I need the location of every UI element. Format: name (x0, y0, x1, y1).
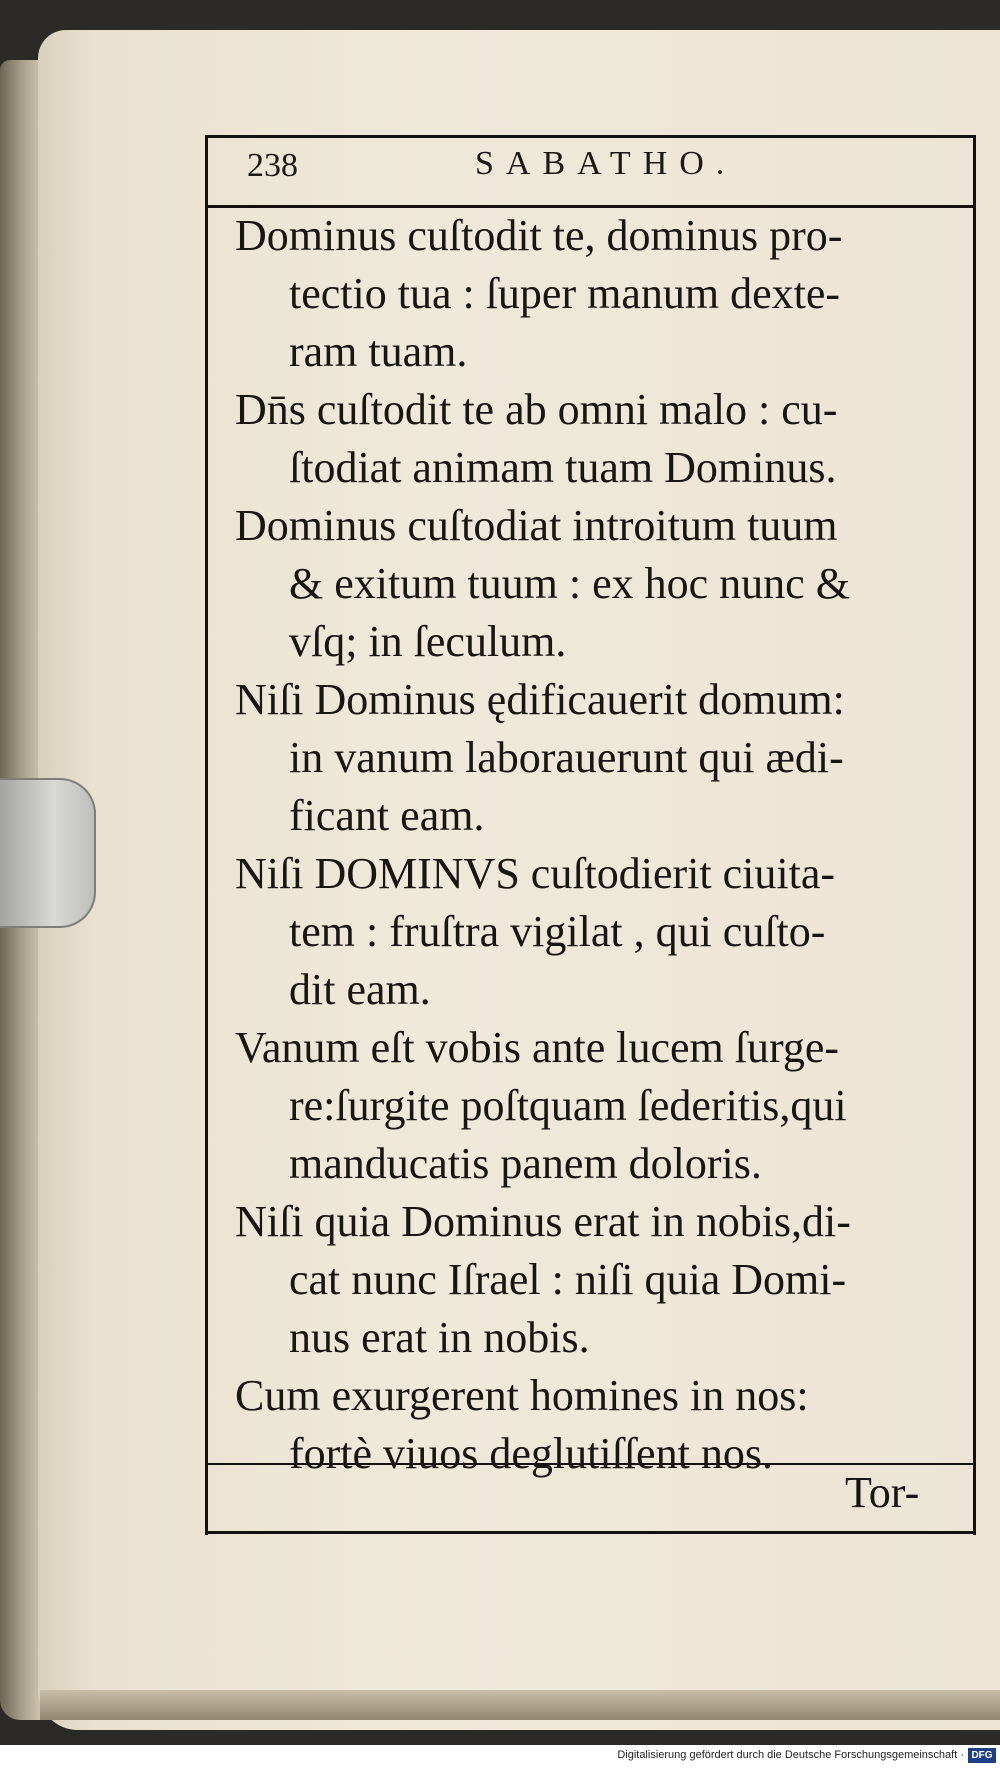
verse (235, 497, 970, 671)
verse-line: in vanum laborauerunt qui ædi- (289, 733, 844, 782)
verse-line: & exitum tuum : ex hoc nunc & (289, 559, 850, 608)
verse-line: tem : fruſtra vigilat , qui cuſto- (289, 907, 826, 956)
verse-line: nus erat in nobis. (289, 1313, 590, 1362)
verse-line: Niſi quia Dominus erat in nobis,di- (235, 1197, 851, 1246)
verse-line: Niſi DOMINVS cuſtodierit ciuita- (235, 849, 836, 898)
verse-line: Vanum eſt vobis ante lucem ſurge- (235, 1023, 840, 1072)
footer-bar (0, 1745, 1000, 1772)
text-frame (205, 135, 995, 1535)
verse (235, 1193, 970, 1367)
page-bottom-edge (40, 1690, 1000, 1720)
verse-line: dit eam. (289, 965, 431, 1014)
verse-line: Cum exurgerent homines in nos: (235, 1371, 809, 1420)
frame-left-rule (205, 135, 208, 1535)
verse (235, 1367, 970, 1483)
catchword: Tor- (845, 1468, 920, 1517)
verse-line: ficant eam. (289, 791, 485, 840)
verse-line: Dominus cuſtodit te, dominus pro- (235, 211, 843, 260)
frame-bottom-rule (205, 1531, 975, 1534)
verse-line: manducatis panem doloris. (289, 1139, 762, 1188)
page-clip (0, 778, 96, 928)
psalm-text (235, 207, 970, 1483)
verse-line: Niſi Dominus ędificauerit domum: (235, 675, 845, 724)
frame-top-rule (205, 135, 975, 138)
page-number: 238 (247, 147, 298, 184)
running-head: SABATHO. (475, 145, 737, 182)
verse-line: Dn̄s cuſtodit te ab omni malo : cu- (235, 385, 838, 434)
frame-right-rule (973, 135, 976, 1535)
verse (235, 1019, 970, 1193)
verse-line: vſq; in ſeculum. (289, 617, 567, 666)
verse-line: ram tuam. (289, 327, 468, 376)
verse-line: Dominus cuſtodiat introitum tuum (235, 501, 838, 550)
dfg-logo: DFG (968, 1748, 996, 1763)
verse-line: tectio tua : ſuper manum dexte- (289, 269, 841, 318)
verse (235, 671, 970, 845)
verse-line: cat nunc Iſrael : niſi quia Domi- (289, 1255, 847, 1304)
verse (235, 381, 970, 497)
funding-notice: Digitalisierung gefördert durch die Deutsche Forschungsgemeinschaft · (617, 1749, 964, 1761)
verse-line: re:ſurgite poſtquam ſederitis,qui (289, 1081, 847, 1130)
verse-line: fortè viuos deglutiſſent nos. (289, 1429, 773, 1478)
verse-line: ſtodiat animam tuam Dominus. (289, 443, 837, 492)
verse (235, 845, 970, 1019)
verse (235, 207, 970, 381)
